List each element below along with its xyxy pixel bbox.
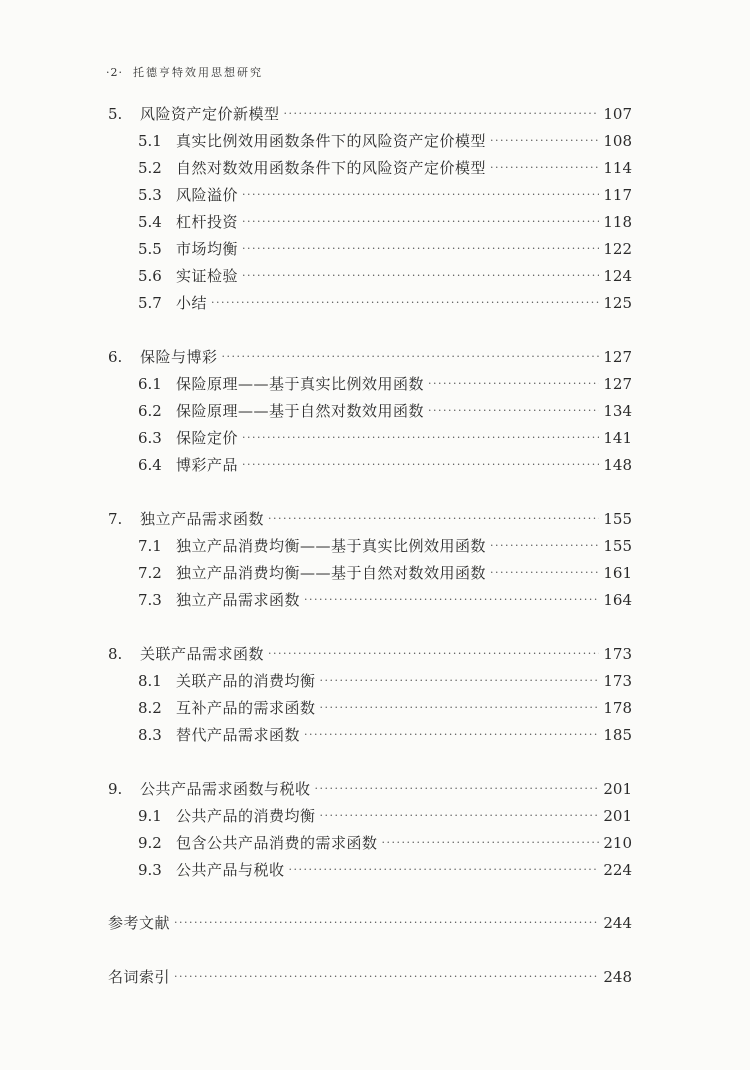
toc-section-entry — [138, 239, 632, 261]
toc-section-entry — [138, 428, 632, 450]
toc-title: 杠杆投资 — [176, 213, 239, 231]
toc-page-number: 107 — [603, 105, 632, 123]
toc-title: 保险原理——基于自然对数效用函数 — [176, 402, 425, 420]
toc-number: 5.2 — [138, 159, 162, 177]
toc-page-number: 224 — [603, 861, 632, 879]
toc-title: 独立产品需求函数 — [140, 510, 265, 528]
header-page-number: ·2· — [106, 66, 123, 79]
dot-leader — [490, 536, 599, 556]
toc-title: 关联产品需求函数 — [140, 645, 265, 663]
toc-title: 市场均衡 — [176, 240, 239, 258]
toc-section-entry — [138, 185, 632, 207]
toc-section-entry — [138, 401, 632, 423]
toc-title: 小结 — [176, 294, 208, 312]
dot-leader — [428, 374, 599, 394]
toc-page-number: 210 — [603, 834, 632, 852]
toc-section-entry — [138, 671, 632, 693]
toc-page-number: 114 — [603, 159, 632, 177]
toc-page-number: 244 — [603, 914, 632, 932]
toc-number: 5.5 — [138, 240, 162, 258]
dot-leader — [320, 806, 600, 826]
toc-chapter-entry — [108, 644, 632, 666]
toc-title: 替代产品需求函数 — [176, 726, 301, 744]
dot-leader — [211, 293, 599, 313]
toc-page-number: 164 — [603, 591, 632, 609]
toc-section-entry — [138, 266, 632, 288]
toc-number: 7.1 — [138, 537, 162, 555]
toc-number: 6.2 — [138, 402, 162, 420]
toc-number: 5.3 — [138, 186, 162, 204]
dot-leader — [289, 860, 600, 880]
dot-leader — [174, 967, 599, 987]
toc-section-entry — [138, 212, 632, 234]
dot-leader — [242, 455, 599, 475]
toc-page-number: 201 — [603, 807, 632, 825]
toc-section-entry — [138, 698, 632, 720]
toc-number: 5.7 — [138, 294, 162, 312]
dot-leader — [268, 644, 599, 664]
toc-page-number: 155 — [603, 537, 632, 555]
dot-leader — [490, 158, 599, 178]
toc-number: 5.1 — [138, 132, 162, 150]
toc-number: 8.1 — [138, 672, 162, 690]
toc-page-number: 161 — [603, 564, 632, 582]
toc-title: 名词索引 — [108, 968, 171, 986]
toc-title: 风险溢价 — [176, 186, 239, 204]
toc-number: 9.3 — [138, 861, 162, 879]
running-header — [106, 64, 263, 80]
dot-leader — [304, 725, 599, 745]
toc-page-number: 141 — [603, 429, 632, 447]
toc-title: 公共产品与税收 — [176, 861, 285, 879]
toc-section-entry — [138, 590, 632, 612]
toc-page-number: 122 — [603, 240, 632, 258]
toc-title: 互补产品的需求函数 — [176, 699, 316, 717]
toc-page-number: 127 — [603, 348, 632, 366]
toc-title: 真实比例效用函数条件下的风险资产定价模型 — [176, 132, 487, 150]
toc-title: 保险原理——基于真实比例效用函数 — [176, 375, 425, 393]
toc-page-number: 178 — [603, 699, 632, 717]
dot-leader — [242, 239, 599, 259]
toc-page-number: 127 — [603, 375, 632, 393]
toc-number: 6.1 — [138, 375, 162, 393]
dot-leader — [320, 671, 600, 691]
toc-title: 保险与博彩 — [140, 348, 218, 366]
toc-title: 独立产品需求函数 — [176, 591, 301, 609]
dot-leader — [428, 401, 599, 421]
toc-chapter-entry — [108, 347, 632, 369]
dot-leader — [304, 590, 599, 610]
toc-number: 5. — [108, 105, 123, 123]
toc-number: 6. — [108, 348, 123, 366]
dot-leader — [174, 913, 599, 933]
toc-section-entry — [138, 725, 632, 747]
toc-number: 5.4 — [138, 213, 162, 231]
dot-leader — [242, 185, 599, 205]
toc-number: 5.6 — [138, 267, 162, 285]
toc-title: 独立产品消费均衡——基于自然对数效用函数 — [176, 564, 487, 582]
toc-number: 6.3 — [138, 429, 162, 447]
dot-leader — [320, 698, 600, 718]
toc-section-entry — [138, 158, 632, 180]
toc-section-entry — [138, 860, 632, 882]
toc-number: 8. — [108, 645, 123, 663]
toc-title: 参考文献 — [108, 914, 171, 932]
dot-leader — [382, 833, 600, 853]
toc-number: 6.4 — [138, 456, 162, 474]
toc-title: 包含公共产品消费的需求函数 — [176, 834, 378, 852]
toc-entry — [108, 967, 632, 989]
dot-leader — [242, 212, 599, 232]
toc-page-number: 117 — [603, 186, 632, 204]
toc-title: 实证检验 — [176, 267, 239, 285]
toc-page-number: 248 — [603, 968, 632, 986]
dot-leader — [242, 266, 599, 286]
toc-section-entry — [138, 833, 632, 855]
dot-leader — [242, 428, 599, 448]
toc-page-number: 155 — [603, 510, 632, 528]
toc-title: 独立产品消费均衡——基于真实比例效用函数 — [176, 537, 487, 555]
toc-title: 自然对数效用函数条件下的风险资产定价模型 — [176, 159, 487, 177]
dot-leader — [315, 779, 600, 799]
toc-page-number: 185 — [603, 726, 632, 744]
toc-entry — [108, 913, 632, 935]
toc-number: 8.2 — [138, 699, 162, 717]
toc-number: 7.3 — [138, 591, 162, 609]
toc-number: 8.3 — [138, 726, 162, 744]
header-book-title: 托德亨特效用思想研究 — [133, 66, 263, 79]
dot-leader — [490, 131, 599, 151]
toc-section-entry — [138, 455, 632, 477]
dot-leader — [284, 104, 600, 124]
toc-number: 7.2 — [138, 564, 162, 582]
toc-title: 保险定价 — [176, 429, 239, 447]
toc-section-entry — [138, 293, 632, 315]
toc-section-entry — [138, 131, 632, 153]
toc-section-entry — [138, 563, 632, 585]
toc-page-number: 108 — [603, 132, 632, 150]
toc-title: 公共产品的消费均衡 — [176, 807, 316, 825]
toc-title: 公共产品需求函数与税收 — [140, 780, 311, 798]
dot-leader — [490, 563, 599, 583]
toc-section-entry — [138, 374, 632, 396]
toc-title: 关联产品的消费均衡 — [176, 672, 316, 690]
toc-chapter-entry — [108, 509, 632, 531]
toc-page-number: 134 — [603, 402, 632, 420]
toc-number: 9. — [108, 780, 123, 798]
toc-title: 风险资产定价新模型 — [140, 105, 280, 123]
toc-chapter-entry — [108, 779, 632, 801]
toc-page-number: 125 — [603, 294, 632, 312]
toc-section-entry — [138, 536, 632, 558]
toc-page-number: 148 — [603, 456, 632, 474]
toc-number: 9.1 — [138, 807, 162, 825]
toc-page-number: 124 — [603, 267, 632, 285]
toc-number: 9.2 — [138, 834, 162, 852]
toc-page-number: 201 — [603, 780, 632, 798]
toc-page-number: 173 — [603, 645, 632, 663]
toc-title: 博彩产品 — [176, 456, 239, 474]
dot-leader — [222, 347, 600, 367]
toc-chapter-entry — [108, 104, 632, 126]
toc-page-number: 173 — [603, 672, 632, 690]
toc-section-entry — [138, 806, 632, 828]
dot-leader — [268, 509, 599, 529]
toc-page-number: 118 — [603, 213, 632, 231]
toc-number: 7. — [108, 510, 123, 528]
